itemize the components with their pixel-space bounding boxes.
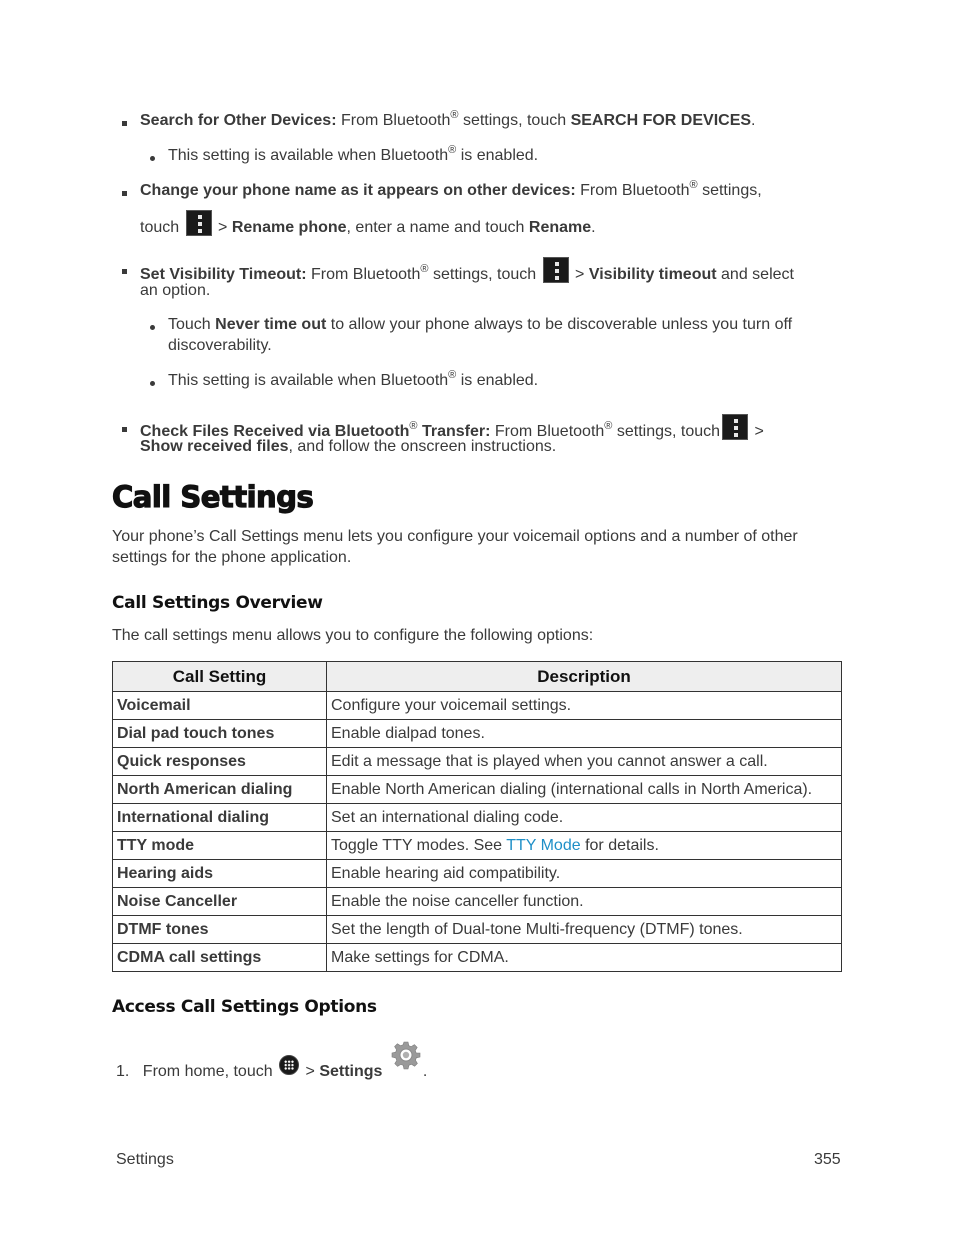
bullet-received-files-line2: Show received files, and follow the onscreen instructions. (140, 438, 557, 455)
bullet-received-files: Check Files Received via Bluetooth® Transfer: From Bluetooth® settings, touch > (140, 414, 764, 442)
setting-name: CDMA call settings (113, 944, 327, 972)
table-row (113, 692, 842, 720)
access-heading: Access Call Settings Options (112, 997, 377, 1017)
setting-name: Noise Canceller (113, 888, 327, 916)
table-row (113, 860, 842, 888)
bullet-visibility-timeout: Set Visibility Timeout: From Bluetooth® settings, touch > Visibility timeout and select (140, 257, 794, 285)
setting-description: Set the length of Dual-tone Multi-frequency (DTMF) tones. (327, 916, 842, 944)
setting-description: Make settings for CDMA. (327, 944, 842, 972)
setting-name: DTMF tones (113, 916, 327, 944)
table-row (113, 888, 842, 916)
section-intro-line2: settings for the phone application. (112, 549, 352, 566)
table-row (113, 776, 842, 804)
setting-description: Enable dialpad tones. (327, 720, 842, 748)
table-row (113, 748, 842, 776)
footer-section: Settings (116, 1151, 174, 1168)
overview-text: The call settings menu allows you to configure the following options: (112, 627, 594, 644)
access-step-1: 1. From home, touch > Settings . (116, 1040, 427, 1082)
setting-description: Configure your voicemail settings. (327, 692, 842, 720)
setting-description: Edit a message that is played when you cannot answer a call. (327, 748, 842, 776)
bullet-marker (122, 121, 127, 126)
setting-description: Set an international dialing code. (327, 804, 842, 832)
sub-bullet-marker (150, 156, 155, 161)
setting-name: Hearing aids (113, 860, 327, 888)
step-number: 1. (116, 1063, 130, 1080)
setting-description: Toggle TTY modes. See TTY Mode for details. (327, 832, 842, 860)
column-header-description: Description (327, 662, 842, 692)
menu-icon (722, 414, 748, 440)
bullet-marker (122, 191, 127, 196)
sub-bullet-never-time-out: Touch Never time out to allow your phone always to be discoverable unless you turn off (168, 316, 793, 333)
apps-icon (279, 1055, 299, 1075)
section-intro-line1: Your phone’s Call Settings menu lets you configure your voicemail options and a number of other (112, 528, 798, 545)
table-row (113, 720, 842, 748)
menu-icon (186, 210, 212, 236)
setting-name: North American dialing (113, 776, 327, 804)
call-settings-table (112, 661, 842, 972)
section-title: Call Settings (112, 480, 314, 514)
setting-name: Quick responses (113, 748, 327, 776)
table-row (113, 832, 842, 860)
table-row (113, 916, 842, 944)
sub-bullet-never-time-out-line2: discoverability. (168, 337, 272, 354)
setting-description: Enable the noise canceller function. (327, 888, 842, 916)
sub-bullet-bluetooth-enabled: This setting is available when Bluetooth® is enabled. (168, 143, 539, 164)
setting-name: Dial pad touch tones (113, 720, 327, 748)
bullet-rename-phone: Change your phone name as it appears on other devices: From Bluetooth® settings, (140, 178, 762, 199)
setting-name: TTY mode (113, 832, 327, 860)
table-row (113, 804, 842, 832)
overview-heading: Call Settings Overview (112, 593, 323, 613)
setting-name: International dialing (113, 804, 327, 832)
sub-bullet-marker (150, 381, 155, 386)
table-header-row (113, 662, 842, 692)
bullet-visibility-timeout-line2: an option. (140, 282, 211, 299)
bullet-search-devices: Search for Other Devices: From Bluetooth® settings, touch SEARCH FOR DEVICES. (140, 108, 756, 129)
sub-bullet-bluetooth-enabled-2: This setting is available when Bluetooth® is enabled. (168, 368, 539, 389)
bullet-marker (122, 427, 127, 432)
bullet-marker (122, 269, 127, 274)
bullet-rename-phone-line2: touch > Rename phone, enter a name and touch Rename. (140, 210, 596, 238)
page-number: 355 (814, 1151, 841, 1168)
section-intro (112, 526, 798, 568)
sub-bullet-marker (150, 325, 155, 330)
setting-description: Enable hearing aid compatibility. (327, 860, 842, 888)
setting-description: Enable North American dialing (international calls in North America). (327, 776, 842, 804)
table-row (113, 944, 842, 972)
gear-icon (391, 1040, 421, 1070)
column-header-setting: Call Setting (113, 662, 327, 692)
menu-icon (543, 257, 569, 283)
setting-name: Voicemail (113, 692, 327, 720)
tty-mode-link[interactable]: TTY Mode (506, 836, 581, 854)
